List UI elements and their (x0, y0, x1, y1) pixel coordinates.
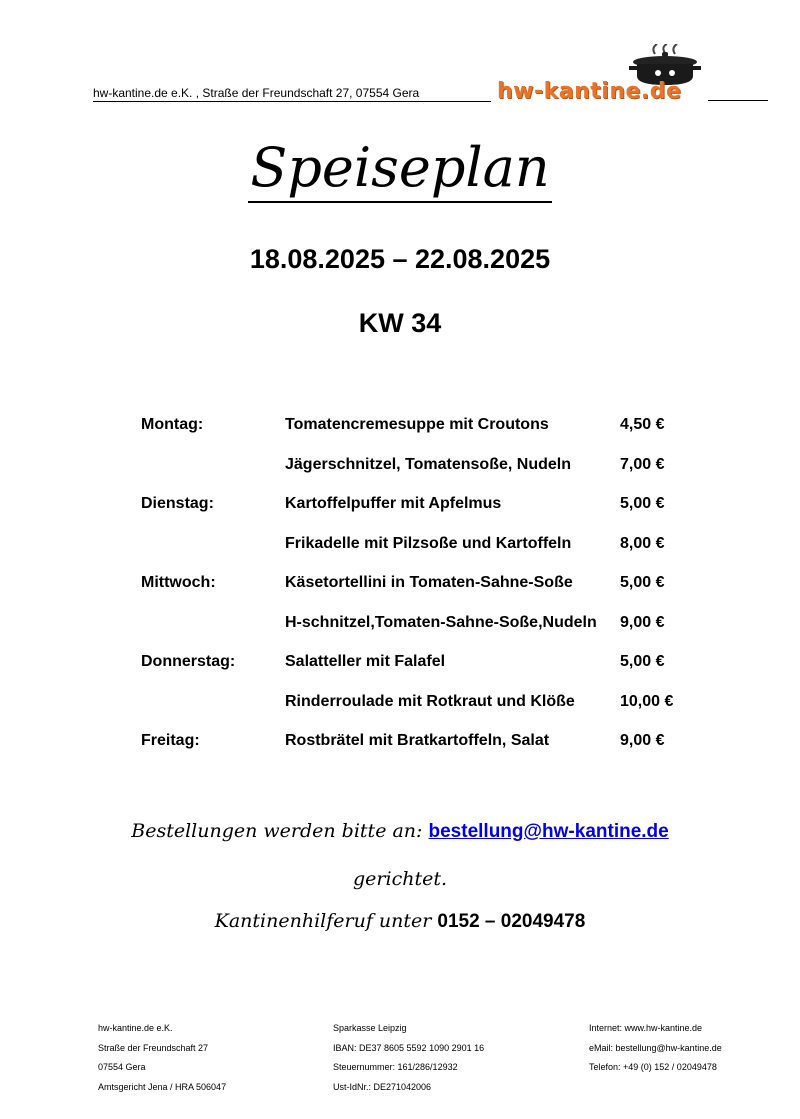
menu-dish: Jägerschnitzel, Tomatensoße, Nudeln (285, 455, 571, 473)
menu-price: 9,00 € (620, 732, 665, 749)
header-rule (708, 100, 768, 101)
page-title-text: Speiseplan (248, 136, 551, 203)
menu-table (141, 416, 701, 772)
menu-dish: Salatteller mit Falafel (285, 653, 446, 670)
header-address: hw-kantine.de e.K. , Straße der Freundschaft 27, 07554 Gera (93, 86, 491, 102)
menu-row (141, 614, 701, 654)
order-suffix: gerichtet. (353, 868, 447, 890)
footer-contact (589, 1019, 722, 1078)
menu-dish: Käsetortellini in Tomaten-Sahne-Soße (285, 574, 573, 591)
menu-dish: Rinderroulade mit Rotkraut und Klöße (285, 692, 575, 710)
menu-price: 9,00 € (620, 613, 665, 631)
company-logo (497, 44, 712, 104)
week-number: KW 34 (358, 308, 442, 338)
date-range: 18.08.2025 – 22.08.2025 (249, 244, 551, 274)
hotline-label: Kantinenhilferuf unter (214, 910, 432, 932)
menu-row (141, 693, 701, 733)
menu-dish: Tomatencremesuppe mit Croutons (285, 416, 549, 433)
footer-line: eMail: bestellung@hw-kantine.de (589, 1042, 722, 1053)
menu-price: 10,00 € (620, 692, 674, 710)
footer-line: Straße der Freundschaft 27 (98, 1042, 209, 1053)
menu-row (141, 416, 701, 456)
menu-row (141, 574, 701, 614)
footer-bank (333, 1019, 484, 1097)
menu-price: 5,00 € (620, 574, 665, 591)
order-email-link[interactable]: bestellung@hw-kantine.de (428, 821, 669, 842)
order-prefix: Bestellungen werden bitte an: (131, 820, 423, 842)
menu-price: 7,00 € (620, 455, 665, 473)
menu-dish: Kartoffelpuffer mit Apfelmus (285, 495, 502, 512)
menu-dish: Rostbrätel mit Bratkartoffeln, Salat (285, 732, 550, 749)
footer-company (98, 1019, 226, 1097)
hotline (0, 910, 800, 933)
menu-row (141, 456, 701, 496)
menu-price: 8,00 € (620, 534, 665, 552)
footer-line: Sparkasse Leipzig (333, 1023, 407, 1033)
menu-row (141, 495, 701, 535)
footer-line: 07554 Gera (98, 1062, 146, 1072)
footer-line: IBAN: DE37 8605 5592 1090 2901 16 (333, 1042, 485, 1053)
page-title (0, 138, 800, 197)
hotline-number: 0152 – 02049478 (437, 911, 586, 932)
menu-day: Dienstag: (141, 495, 214, 512)
menu-day: Montag: (141, 416, 204, 433)
footer-line: Telefon: +49 (0) 152 / 02049478 (589, 1062, 717, 1072)
footer-line: Internet: www.hw-kantine.de (589, 1023, 703, 1033)
footer-line: Ust-IdNr.: DE271042006 (333, 1081, 432, 1092)
menu-price: 5,00 € (620, 653, 665, 670)
menu-day: Freitag: (141, 732, 200, 749)
logo-text: hw-kantine.de (497, 79, 682, 104)
menu-row (141, 653, 701, 693)
footer-line: Steuernummer: 161/286/12932 (333, 1062, 458, 1072)
menu-dish: H-schnitzel,Tomaten-Sahne-Soße,Nudeln (285, 613, 597, 631)
menu-dish: Frikadelle mit Pilzsoße und Kartoffeln (285, 534, 572, 552)
footer-line: hw-kantine.de e.K. (98, 1023, 173, 1033)
menu-price: 4,50 € (620, 416, 665, 433)
menu-day: Mittwoch: (141, 574, 216, 591)
menu-row (141, 732, 701, 772)
menu-day: Donnerstag: (141, 653, 236, 670)
menu-row (141, 535, 701, 575)
menu-price: 5,00 € (620, 495, 665, 512)
footer-line: Amtsgericht Jena / HRA 506047 (98, 1081, 227, 1092)
order-instructions (0, 820, 800, 843)
